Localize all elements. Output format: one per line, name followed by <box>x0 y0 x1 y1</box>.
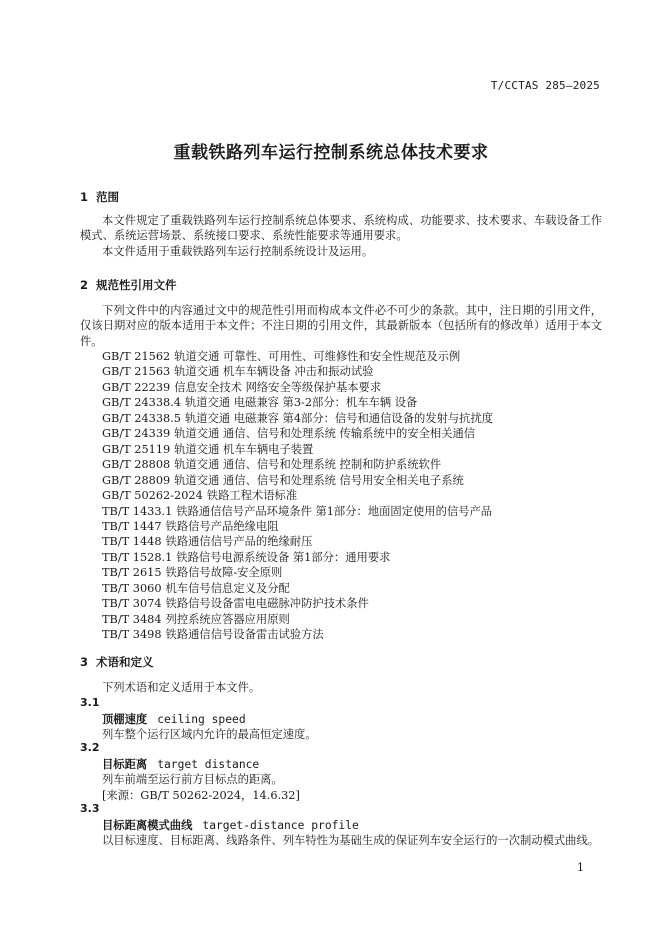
term-heading <box>102 711 246 727</box>
reference-title: 铁路信号电源系统设备 第1部分：通用要求 <box>176 550 391 564</box>
reference-item <box>102 612 493 627</box>
section-title: 范围 <box>96 190 119 204</box>
reference-code: GB/T 25119 <box>102 442 171 456</box>
reference-title: 铁路信号设备雷电电磁脉冲防护技术条件 <box>165 597 369 611</box>
term-source: [来源：GB/T 50262-2024，14.6.32] <box>102 789 300 802</box>
reference-item <box>102 349 493 364</box>
reference-code: TB/T 1448 <box>102 535 162 549</box>
reference-title: 轨道交通 机车车辆电子装置 <box>174 442 314 456</box>
term-name-en: target-distance profile <box>202 819 359 832</box>
reference-title: 铁路通信信号产品的绝缘耐压 <box>165 535 313 549</box>
section-number: 2 <box>80 278 89 292</box>
reference-item <box>102 426 493 441</box>
scope-paragraph-1: 本文件规定了重载铁路列车运行控制系统总体要求、系统构成、功能要求、技术要求、车载设备工作模式、系统运营场景、系统接口要求、系统性能要求等通用要求。 <box>80 214 602 243</box>
normative-references-intro: 下列文件中的内容通过文中的规范性引用而构成本文件必不可少的条款。其中，注日期的引用文件，仅该日期对应的版本适用于本文件；不注日期的引用文件，其最新版本（包括所有的修改单）适用于本文件。 <box>80 304 602 348</box>
reference-code: TB/T 3060 <box>102 581 162 595</box>
section-2-heading <box>80 277 177 293</box>
reference-title: 铁路信号故障-安全原则 <box>165 566 283 580</box>
term-name-zh: 目标距离 <box>102 758 148 771</box>
reference-item <box>102 565 493 580</box>
reference-title: 列控系统应答器应用原则 <box>165 612 290 626</box>
reference-code: GB/T 24338.4 <box>102 396 181 410</box>
reference-code: TB/T 3074 <box>102 597 162 611</box>
reference-item <box>102 627 493 642</box>
reference-title: 轨道交通 通信、信号和处理系统 控制和防护系统软件 <box>174 458 442 472</box>
reference-item <box>102 395 493 410</box>
term-name-zh: 顶棚速度 <box>102 713 148 726</box>
section-number: 1 <box>80 190 89 204</box>
reference-code: GB/T 24338.5 <box>102 411 181 425</box>
scope-paragraph-2: 本文件适用于重载铁路列车运行控制系统设计及运用。 <box>102 245 374 258</box>
term-number: 3.1 <box>80 696 100 709</box>
term-name-zh: 目标距离模式曲线 <box>102 819 193 832</box>
section-3-heading <box>80 654 154 670</box>
reference-code: TB/T 1528.1 <box>102 550 173 564</box>
reference-item <box>102 380 493 395</box>
reference-item <box>102 473 493 488</box>
reference-title: 轨道交通 通信、信号和处理系统 信号用安全相关电子系统 <box>174 473 464 487</box>
reference-title: 信息安全技术 网络安全等级保护基本要求 <box>174 380 382 394</box>
reference-title: 机车信号信息定义及分配 <box>165 581 290 595</box>
term-name-en: ceiling speed <box>157 713 246 726</box>
reference-item <box>102 519 493 534</box>
reference-item <box>102 364 493 379</box>
reference-code: TB/T 1433.1 <box>102 504 173 518</box>
standard-code: T/CCTAS 285—2025 <box>490 79 600 92</box>
term-definition: 以目标速度、目标距离、线路条件、列车特性为基础生成的保证列车安全运行的一次制动模式曲线。 <box>102 834 600 847</box>
reference-item <box>102 411 493 426</box>
reference-title: 铁路通信信号产品环境条件 第1部分：地面固定使用的信号产品 <box>176 504 493 518</box>
reference-title: 铁路工程术语标准 <box>206 489 298 503</box>
section-title: 术语和定义 <box>96 655 154 669</box>
reference-list <box>102 349 493 643</box>
term-heading <box>102 817 359 833</box>
reference-item <box>102 504 493 519</box>
reference-code: GB/T 21563 <box>102 365 171 379</box>
reference-title: 轨道交通 通信、信号和处理系统 传输系统中的安全相关通信 <box>174 427 476 441</box>
reference-item <box>102 457 493 472</box>
reference-title: 铁路信号产品绝缘电阻 <box>165 519 279 533</box>
reference-item <box>102 581 493 596</box>
reference-code: GB/T 28809 <box>102 473 171 487</box>
term-heading <box>102 756 259 772</box>
reference-title: 轨道交通 机车车辆设备 冲击和振动试验 <box>174 365 374 379</box>
term-name-en: target distance <box>157 758 260 771</box>
term-definition: 列车前端至运行前方目标点的距离。 <box>102 773 283 786</box>
reference-item <box>102 442 493 457</box>
reference-title: 轨道交通 电磁兼容 第3-2部分：机车车辆 设备 <box>184 396 418 410</box>
reference-title: 铁路通信信号设备雷击试验方法 <box>165 628 324 642</box>
reference-code: GB/T 21562 <box>102 350 171 363</box>
reference-code: TB/T 1447 <box>102 519 162 533</box>
reference-title: 轨道交通 电磁兼容 第4部分：信号和通信设备的发射与抗扰度 <box>184 411 494 425</box>
reference-code: GB/T 28808 <box>102 458 171 472</box>
section-1-heading <box>80 189 119 205</box>
reference-code: GB/T 24339 <box>102 427 171 441</box>
reference-code: TB/T 3498 <box>102 628 162 642</box>
reference-code: GB/T 22239 <box>102 380 171 394</box>
section-title: 规范性引用文件 <box>96 278 177 292</box>
section-number: 3 <box>80 655 89 669</box>
reference-item <box>102 596 493 611</box>
reference-code: TB/T 3484 <box>102 612 162 626</box>
terms-intro: 下列术语和定义适用于本文件。 <box>102 681 261 694</box>
reference-code: GB/T 50262-2024 <box>102 489 203 503</box>
term-number: 3.2 <box>80 741 100 754</box>
reference-item <box>102 534 493 549</box>
reference-item <box>102 488 493 503</box>
reference-title: 轨道交通 可靠性、可用性、可维修性和安全性规范及示例 <box>174 350 461 363</box>
page-number: 1 <box>577 861 584 874</box>
term-definition: 列车整个运行区域内允许的最高恒定速度。 <box>102 728 317 741</box>
term-number: 3.3 <box>80 802 100 815</box>
document-title: 重载铁路列车运行控制系统总体技术要求 <box>173 143 489 163</box>
reference-item <box>102 550 493 565</box>
reference-code: TB/T 2615 <box>102 566 162 580</box>
